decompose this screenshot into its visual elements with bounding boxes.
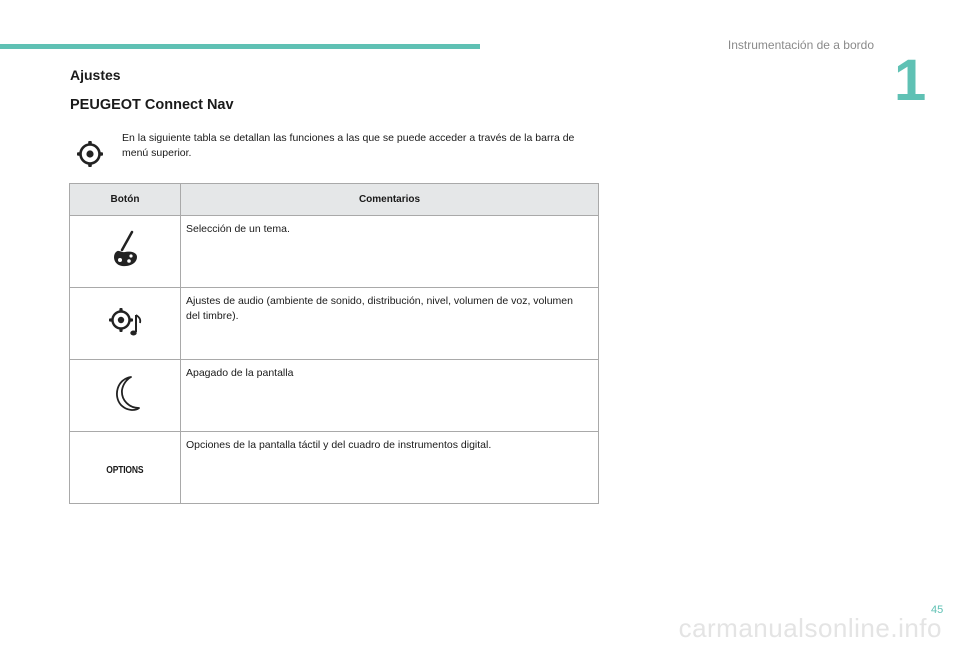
moon-icon [109,374,141,414]
column-header-comments: Comentarios [181,184,599,216]
functions-table [69,183,599,504]
row-comment: Selección de un tema. [181,216,599,288]
subsection-title: PEUGEOT Connect Nav [70,97,234,113]
row-comment: Opciones de la pantalla táctil y del cuadro de instrumentos digital. [181,432,599,504]
section-title: Ajustes [70,67,121,83]
page-number: 45 [931,604,944,616]
options-text-icon: OPTIONS [106,465,144,476]
gear-note-icon [107,305,143,339]
table-row [70,288,599,360]
row-comment: Ajustes de audio (ambiente de sonido, distribución, nivel, volumen de voz, volumen del timbre). [181,288,599,360]
chapter-title: Instrumentación de a bordo [727,38,874,52]
header-accent-bar [0,44,480,49]
table-row [70,432,599,504]
table-header-row [70,184,599,216]
chapter-number: 1 [894,48,927,113]
watermark: carmanualsonline.info [678,613,942,643]
intro-paragraph: En la siguiente tabla se detallan las funciones a las que se puede acceder a través de la barra de menú superior. [122,132,575,159]
table-row [70,216,599,288]
table-row [70,360,599,432]
column-header-button: Botón [70,184,181,216]
palette-icon [110,230,140,270]
gear-icon [76,140,104,168]
row-comment: Apagado de la pantalla [181,360,599,432]
